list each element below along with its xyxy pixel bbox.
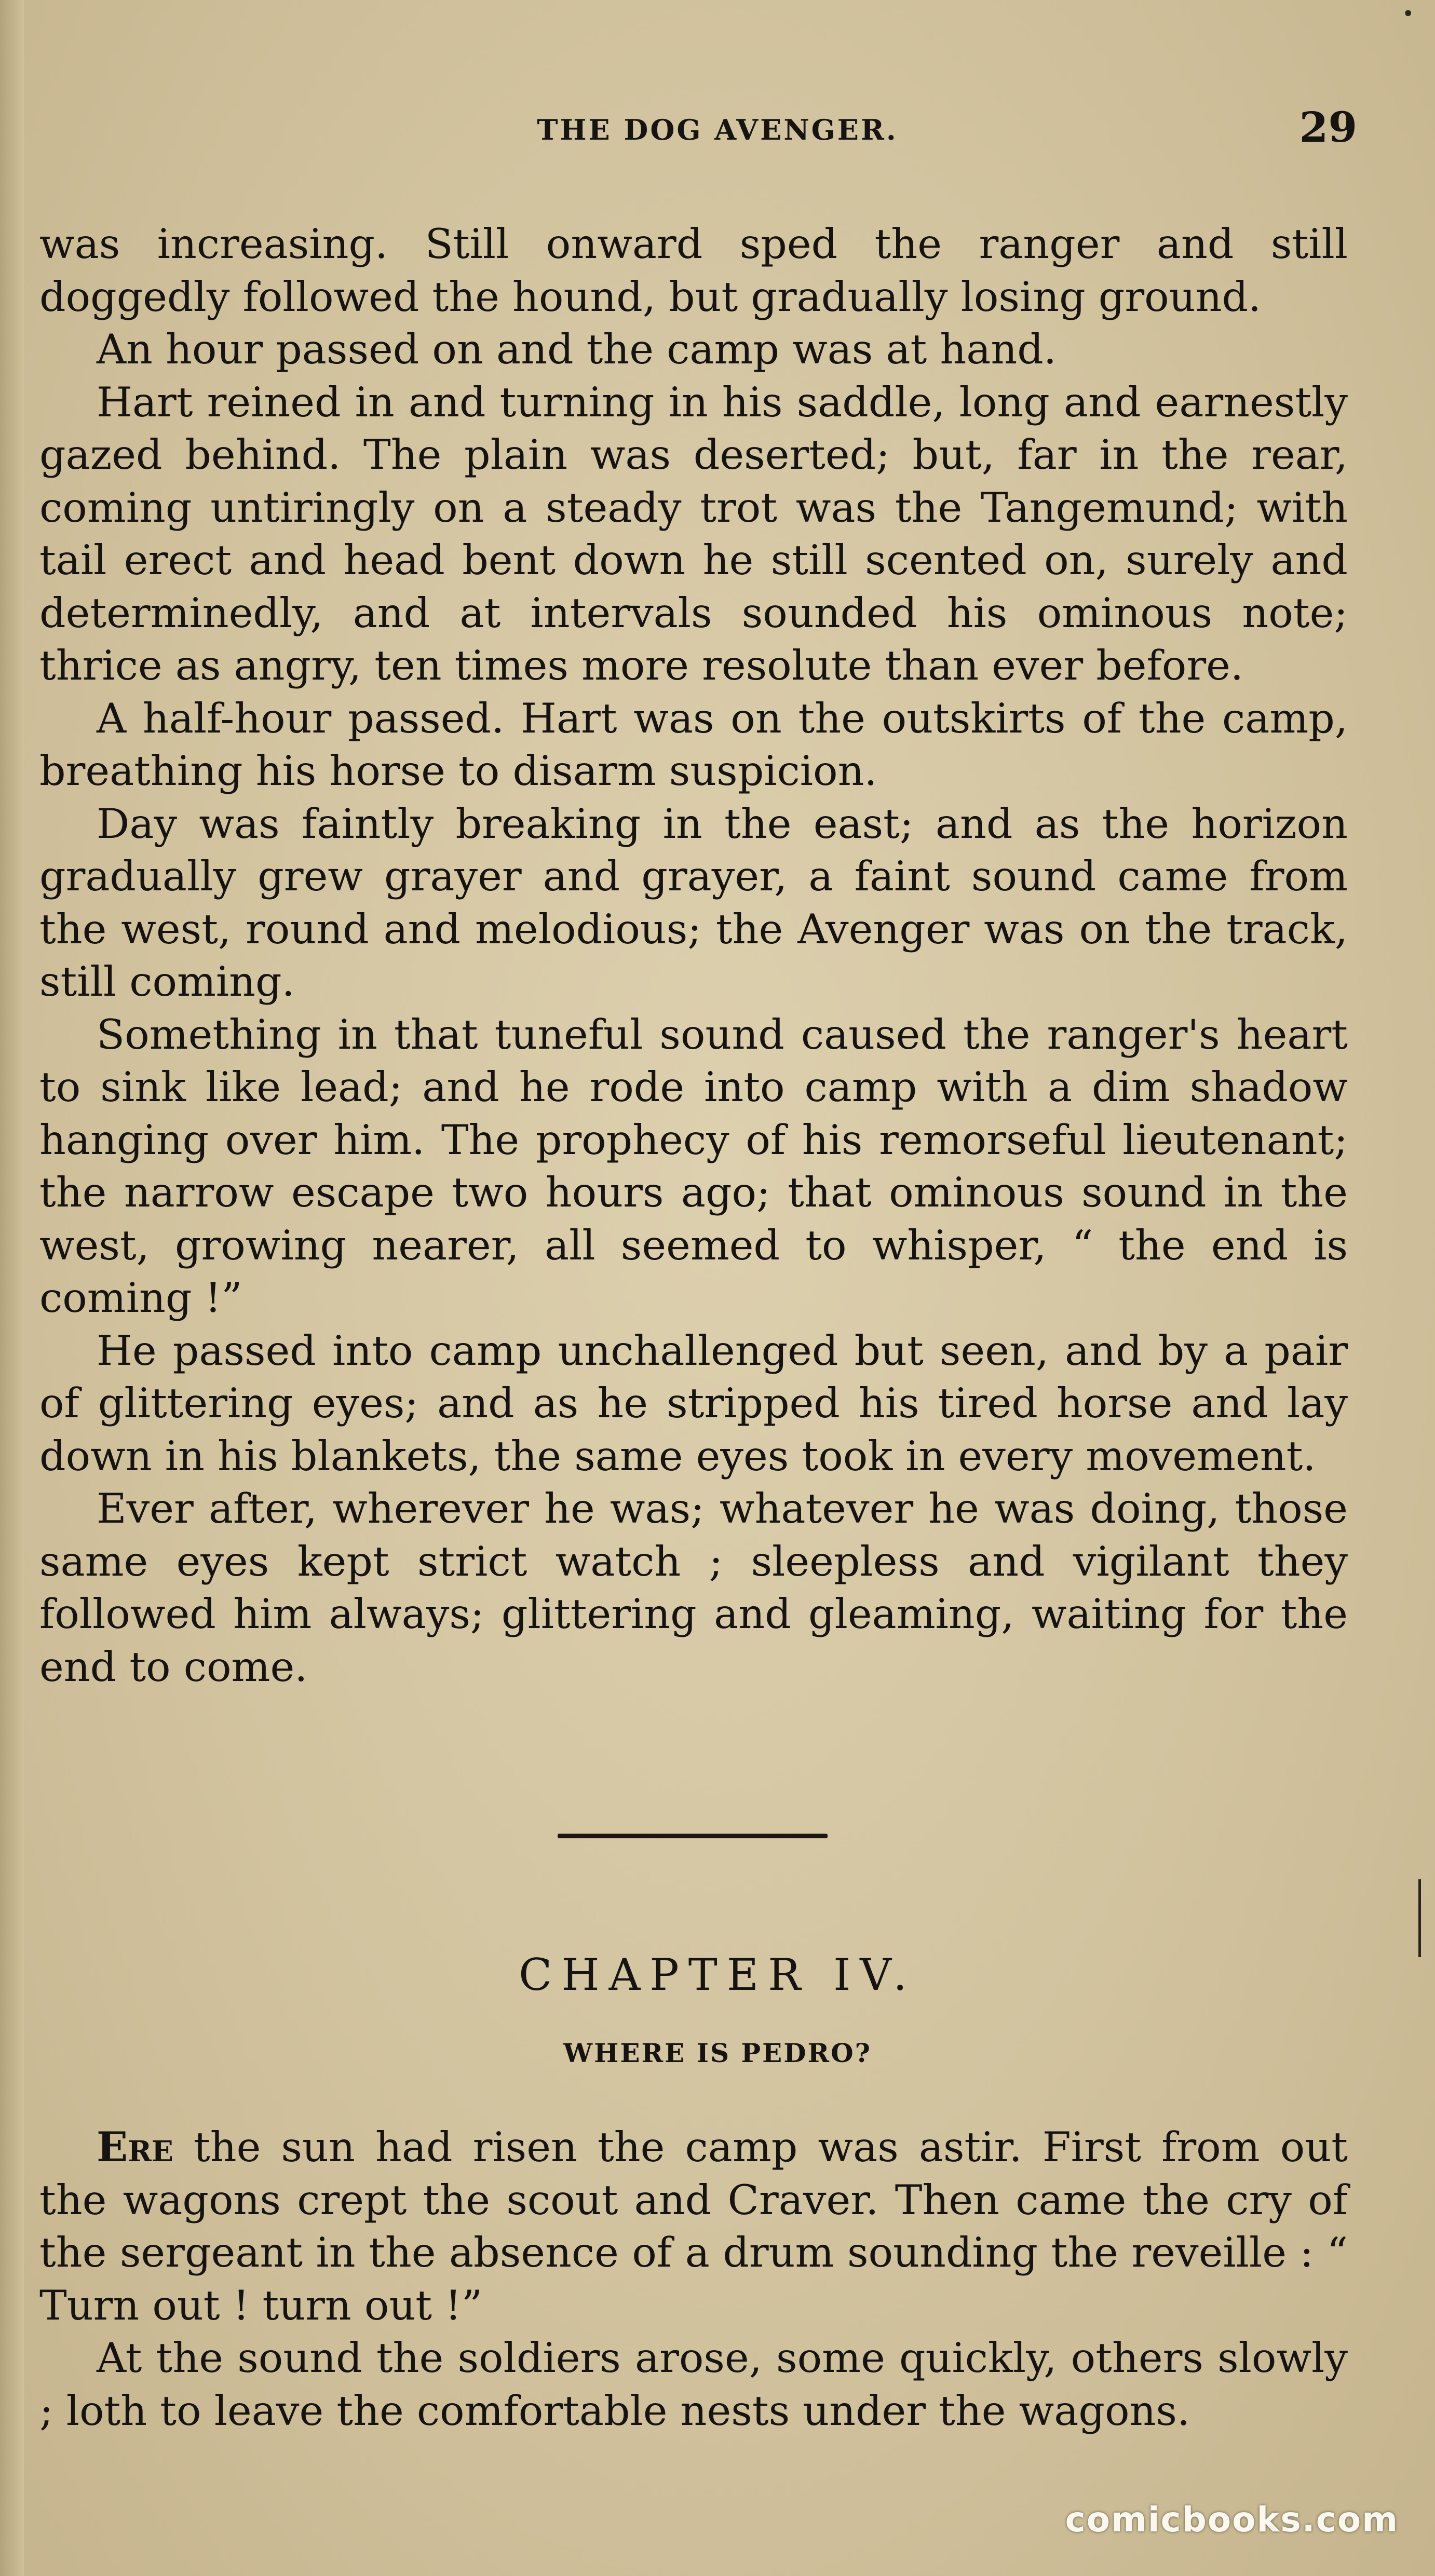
chapter-subtitle: WHERE IS PEDRO? — [563, 2038, 872, 2068]
paragraph: At the sound the soldiers arose, some quickly, others slowly ; loth to leave the comfortable nests under the wagons. — [39, 2334, 1348, 2435]
page-edge — [0, 0, 24, 2576]
running-head: THE DOG AVENGER. — [537, 113, 898, 146]
corner-mark: • — [1402, 2, 1414, 26]
paragraph: Ever after, wherever he was; whatever he was doing, those same eyes kept strict watch ; sleepless and vigilant they followed him always; glittering and gleaming, waiting for the end to come. — [39, 1485, 1348, 1691]
chapter-title: CHAPTER IV. — [519, 1949, 916, 2000]
paragraph: An hour passed on and the camp was at hand. — [97, 326, 1057, 373]
paragraph: Hart reined in and turning in his saddle, long and earnestly gazed behind. The plain was deserted; but, far in the rear, coming untiringly on a steady trot was the Tangemund; with tail erect and head bent down he still scented on, surely and determinedly, and at intervals sounded his ominous note; thrice as angry, ten times more resolute than ever before. — [39, 378, 1348, 689]
paragraph: Something in that tuneful sound caused the ranger's heart to sink like lead; and he rode into camp with a dim shadow hanging over him. The prophecy of his remorseful lieutenant; the narrow escape two hours ago; that ominous sound in the west, growing nearer, all seemed to whisper, “ the end is coming !” — [39, 1010, 1348, 1322]
paragraph — [39, 2121, 1348, 2332]
paragraph: was increasing. Still onward sped the ranger and still doggedly followed the hound, but gradually losing ground. — [39, 220, 1348, 321]
paragraph: A half-hour passed. Hart was on the outskirts of the camp, breathing his horse to disarm suspicion. — [39, 694, 1348, 795]
paragraph: Day was faintly breaking in the east; and as the horizon gradually grew grayer and grayer, a faint sound came from the west, round and melodious; the Avenger was on the track, still coming. — [39, 799, 1348, 1006]
body-text-bottom — [39, 2121, 1348, 2437]
page-number: 29 — [1299, 103, 1357, 152]
body-text-top — [39, 218, 1348, 1693]
watermark-logo: comicbooks.com — [1065, 2500, 1399, 2540]
section-divider-rule — [558, 1834, 828, 1838]
margin-mark — [1418, 1879, 1421, 1957]
paragraph-text: the sun had risen the camp was astir. First from out the wagons crept the scout and Craver. Then came the cry of the sergeant in the absence of a drum sounding the reveille : “ Turn out ! turn out !” — [39, 2123, 1348, 2329]
paragraph: He passed into camp unchallenged but seen, and by a pair of glittering eyes; and as he stripped his tired horse and lay down in his blankets, the same eyes took in every movement. — [39, 1326, 1348, 1480]
opening-word: Ere — [97, 2123, 173, 2171]
